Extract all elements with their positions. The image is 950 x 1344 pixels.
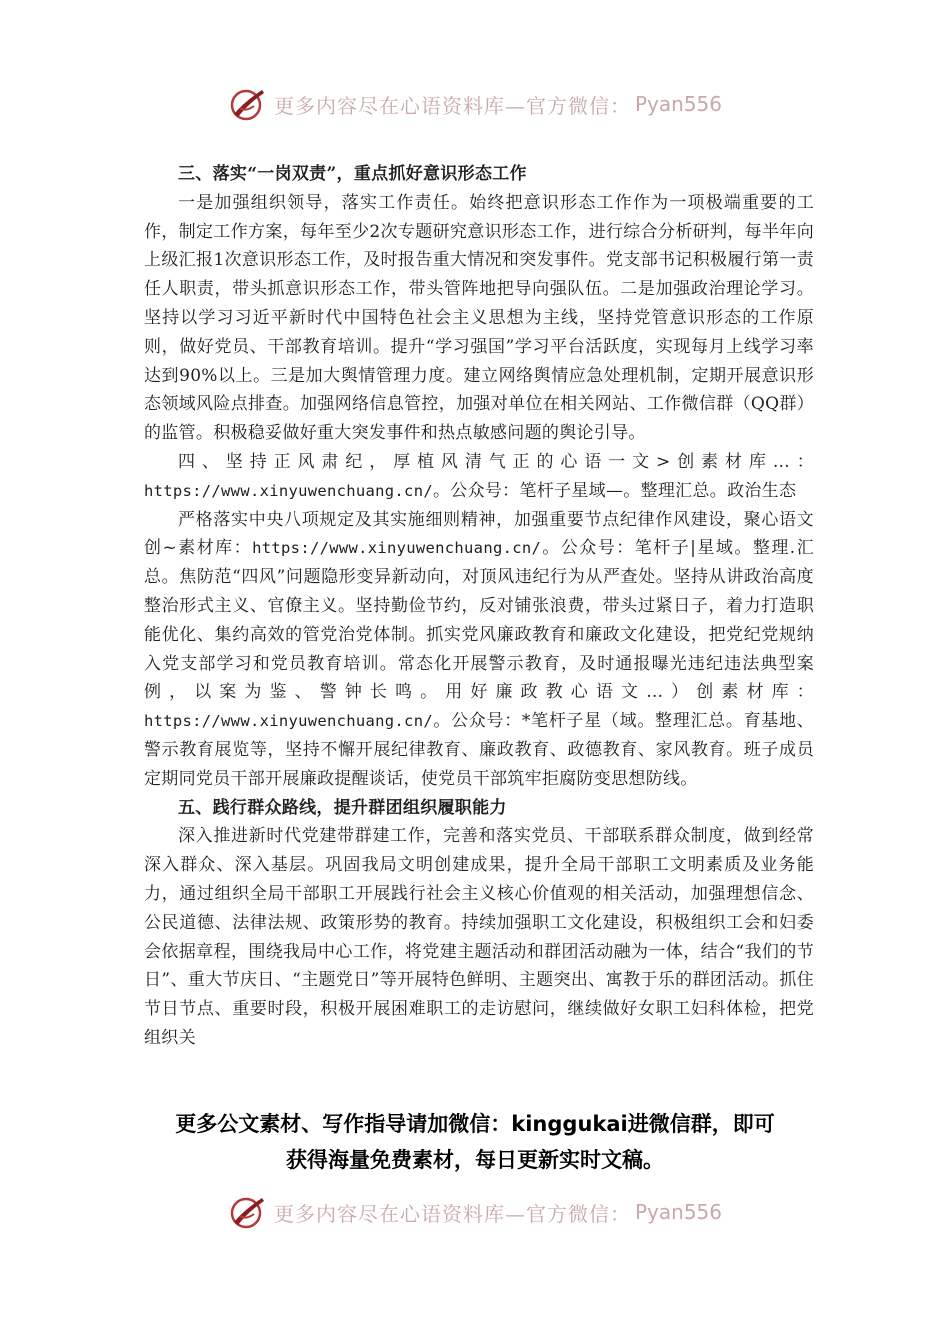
url-link[interactable]: https://www.xinyuwenchuang.cn/: [252, 539, 542, 558]
section-heading-5: 五、践行群众路线，提升群团组织履职能力: [178, 797, 507, 818]
header-watermark-banner: [0, 82, 950, 126]
promo-notice: [0, 1106, 950, 1178]
footer-watermark-banner: [0, 1190, 950, 1234]
url-link[interactable]: https://www.xinyuwenchuang.cn/: [144, 481, 433, 500]
text-run: 严格落实中央八项规定及其实施细则精神，加强重要节点纪律作风建设，聚心语文创~素材库：: [144, 509, 814, 559]
section-heading-3: 三、落实“一岗双责”，重点抓好意识形态工作: [178, 164, 527, 184]
text-run: 四、坚持正风肃纪，厚植风清气正的心语一文>创素材库…：: [178, 451, 814, 472]
paragraph-section-4: [144, 506, 814, 794]
document-body: [144, 160, 814, 1053]
brush-logo-icon: [228, 84, 268, 124]
brush-logo-icon: [228, 1192, 268, 1232]
text-run: 。公众号：笔杆子|星域。整理.汇总。焦防范“四风”问题隐形变异新动向，对顶风违纪行为从严查处。坚持从讲政治高度整治形式主义、官僚主义。坚持勤俭节约，反对铺张浪费，带头过紧日子，着力打造职能优化、集约高效的管党治党体制。抓实党风廉政教育和廉政文化建设，把党纪党规纳入党支部学习和党员教育培训。常态化开展警示教育，及时通报曝光违纪违法典型案例，以案为鉴、警钟长鸣。用好廉政教心语文…）创素材库：: [144, 538, 814, 703]
url-link[interactable]: https://www.xinyuwenchuang.cn/: [144, 712, 433, 731]
paragraph-section-5: 深入推进新时代党建带群建工作，完善和落实党员、干部联系群众制度，做到经常深入群众、深入基层。巩固我局文明创建成果，提升全局干部职工文明素质及业务能力，通过组织全局干部职工开展践行社会主义核心价值观的相关活动，加强理想信念、公民道德、法律法规、政策形势的教育。持续加强职工文化建设，积极组织工会和妇委会依据章程，围绕我局中心工作，将党建主题活动和群团活动融为一体，结合“我们的节日”、重大节庆日、“主题党日”等开展特色鲜明、主题突出、寓教于乐的群团活动。抓住节日节点、重要时段，积极开展困难职工的走访慰问，继续做好女职工妇科体检，把党组织关: [144, 826, 814, 1048]
promo-line-1: 更多公文素材、写作指导请加微信：kinggukai进微信群，即可: [175, 1112, 775, 1136]
text-run: 。公众号：*笔杆子星（域。整理汇总。育基地、警示教育展览等，坚持不懈开展纪律教育、廉政教育、政德教育、家风教育。班子成员定期同党员干部开展廉政提醒谈话，使党员干部筑牢拒腐防变思想防线。: [144, 711, 814, 789]
promo-line-2: 获得海量免费素材，每日更新实时文稿。: [286, 1148, 664, 1172]
text-run: 。公众号：笔杆子星域—。整理汇总。政治生态: [432, 480, 797, 501]
paragraph-section-4-title: [144, 448, 814, 506]
banner-text: 更多内容尽在心语资料库—官方微信：: [273, 1201, 631, 1226]
paragraph-section-3: 一是加强组织领导，落实工作责任。始终把意识形态工作作为一项极端重要的工作，制定工作方案，每年至少2次专题研究意识形态工作，进行综合分析研判，每半年向上级汇报1次意识形态工作，及时报告重大情况和突发事件。党支部书记积极履行第一责任人职责，带头抓意识形态工作，带头管阵地把导向强队伍。二是加强政治理论学习。坚持以学习习近平新时代中国特色社会主义思想为主线，坚持党管意识形态的工作原则，做好党员、干部教育培训。提升“学习强国”学习平台活跃度，实现每月上线学习率达到90%以上。三是加大舆情管理力度。建立网络舆情应急处理机制，定期开展意识形态领域风险点排查。加强网络信息管控，加强对单位在相关网站、工作微信群（QQ群）的监管。积极稳妥做好重大突发事件和热点敏感问题的舆论引导。: [144, 192, 814, 444]
banner-text: 更多内容尽在心语资料库—官方微信：: [273, 93, 631, 118]
banner-wechat-id: Pyan556: [634, 1200, 722, 1224]
banner-wechat-id: Pyan556: [634, 92, 722, 116]
